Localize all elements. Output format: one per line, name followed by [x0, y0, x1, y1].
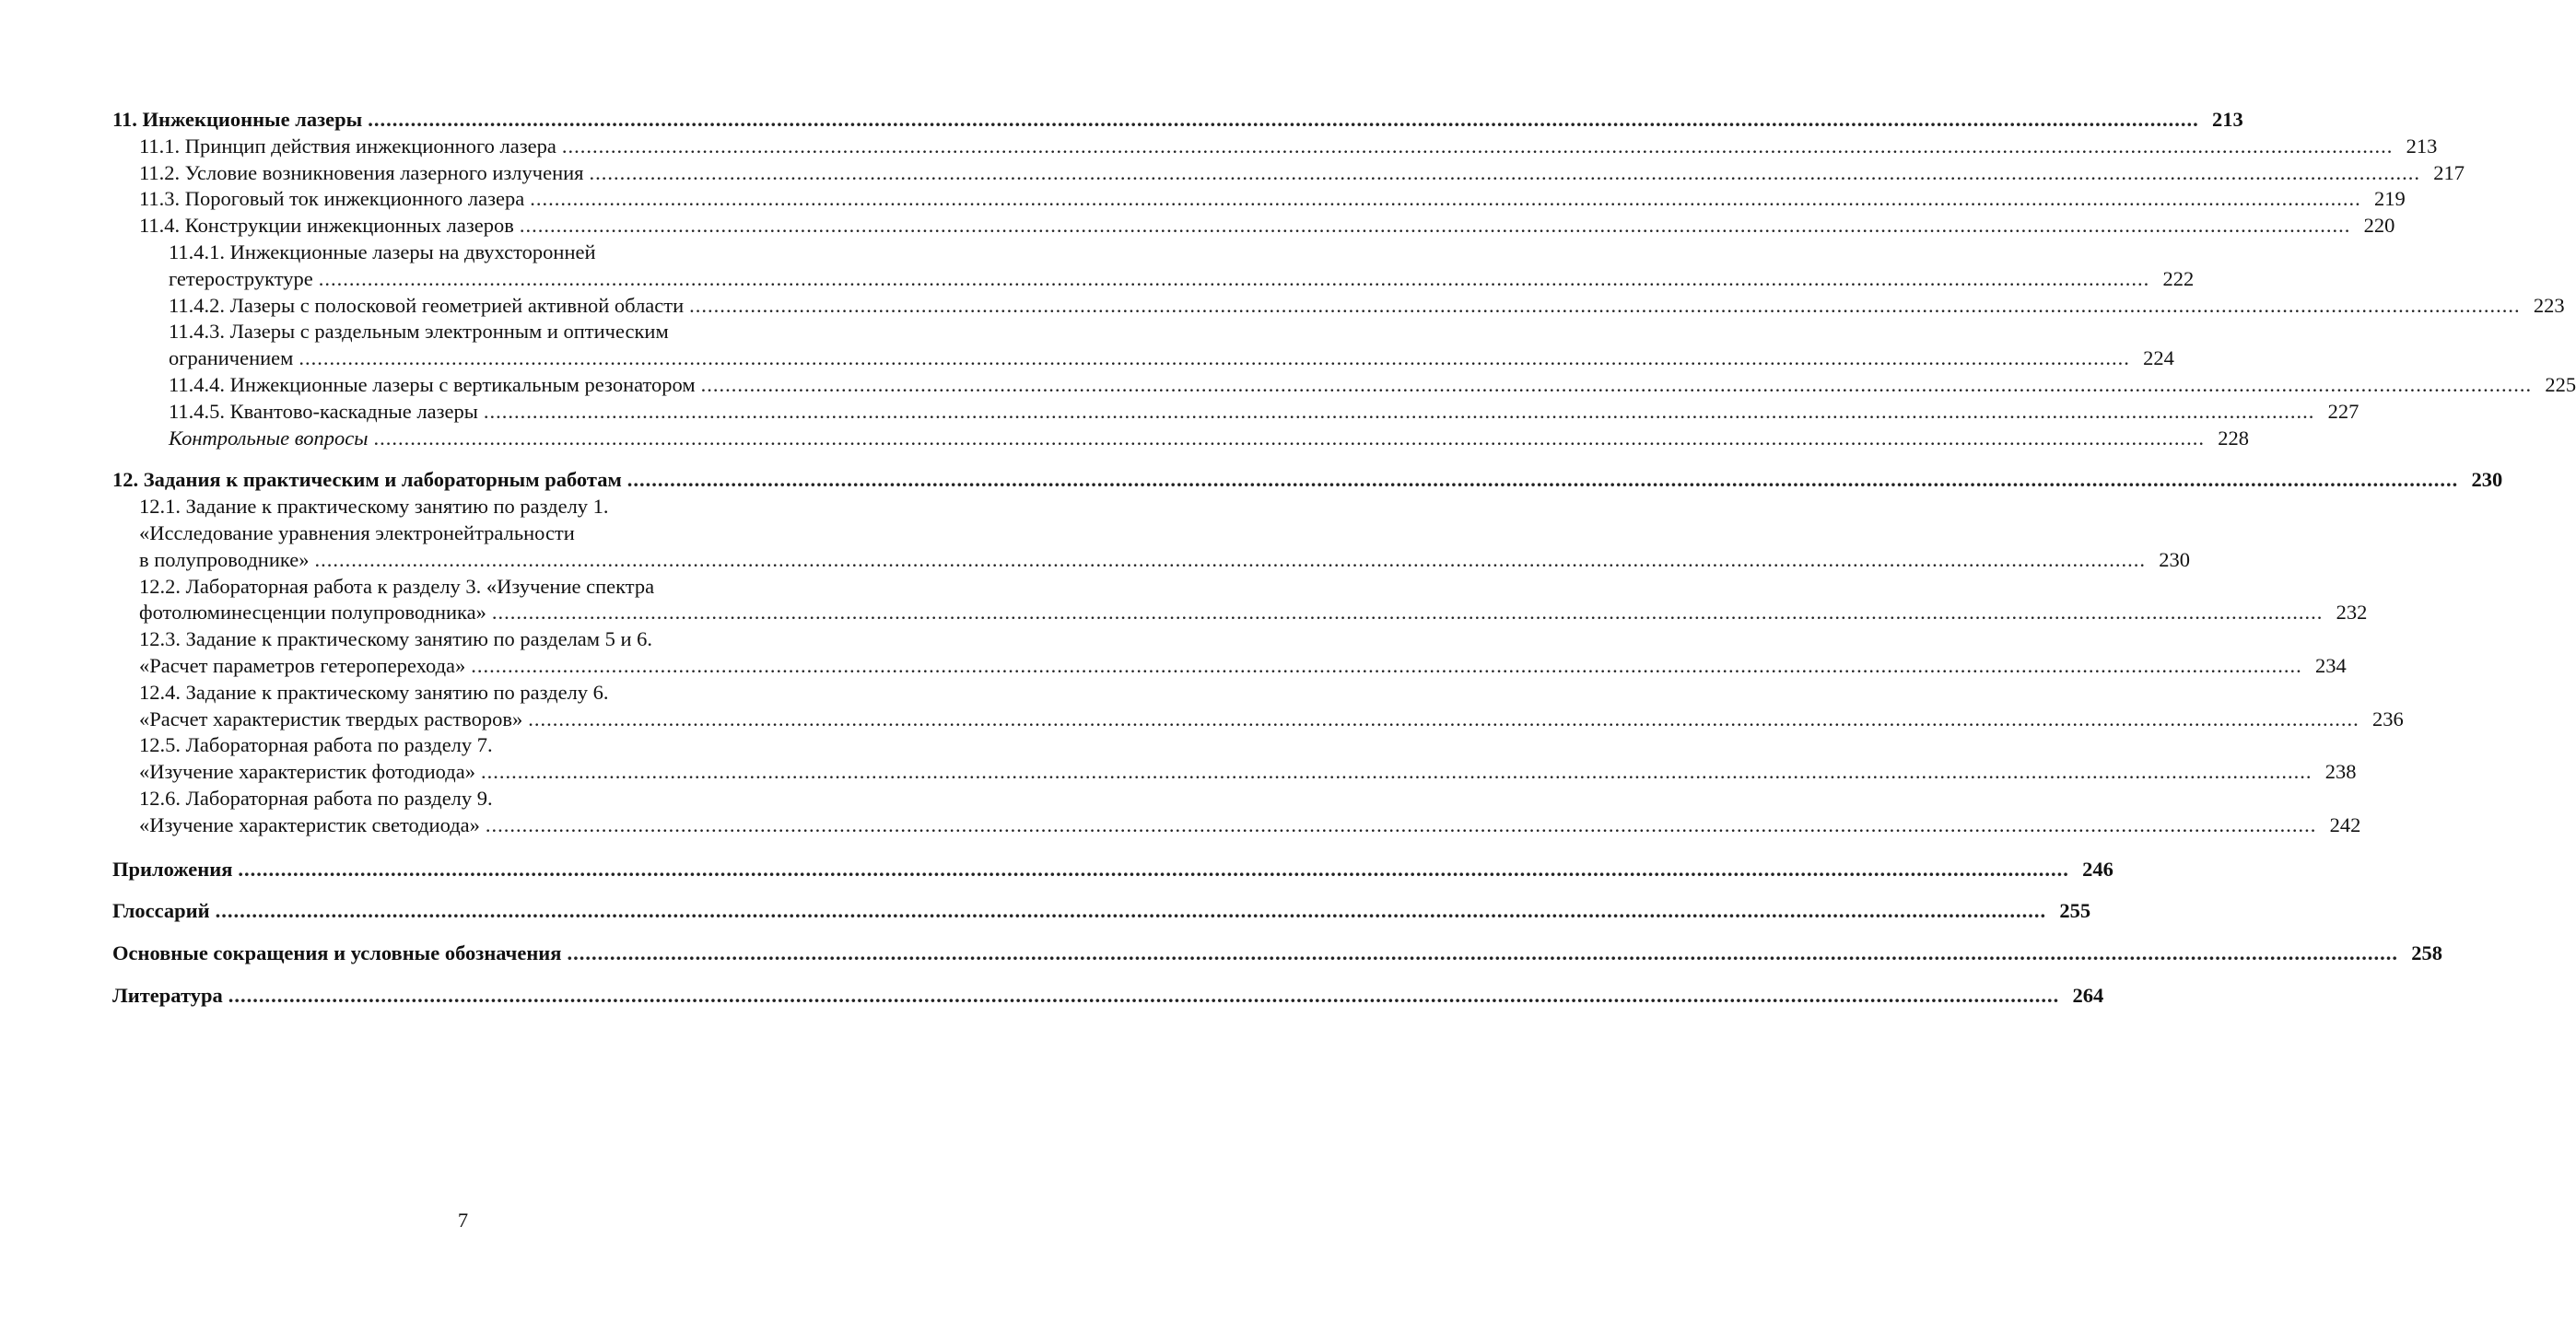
- toc-entry-title: фотолюминесценции полупроводника»: [139, 601, 486, 625]
- toc-entry-11-2[interactable]: [112, 160, 2465, 187]
- dot-leader: ............................................................................................................................................................................................................................................................................................................: [228, 983, 2060, 1007]
- toc-entry-page: 213: [2211, 108, 2243, 131]
- dot-leader: ............................................................................................................................................................................................................................................................................................................: [589, 160, 2421, 184]
- toc-entry-11-1[interactable]: [112, 134, 2438, 160]
- dot-leader: ............................................................................................................................................................................................................................................................................................................: [299, 346, 2130, 370]
- toc-entry-title: Контрольные вопросы: [169, 426, 369, 450]
- toc-entry-page: 224: [2143, 346, 2174, 370]
- dot-leader: ............................................................................................................................................................................................................................................................................................................: [700, 372, 2533, 396]
- toc-entry-page: 225: [2545, 372, 2576, 396]
- toc-entry-page: 217: [2433, 160, 2465, 184]
- toc-entry-page: 228: [2218, 426, 2249, 450]
- toc-entry-page: 230: [2159, 547, 2190, 571]
- toc-entry-12-4[interactable]: [112, 707, 2404, 733]
- toc-entry-12-4-line1: 12.4. Задание к практическому занятию по разделу 6.: [139, 680, 609, 704]
- toc-entry-12-2-line1: 12.2. Лабораторная работа к разделу 3. «Изучение спектра: [139, 574, 655, 598]
- dot-leader: ............................................................................................................................................................................................................................................................................................................: [561, 134, 2394, 158]
- dot-leader: ............................................................................................................................................................................................................................................................................................................: [483, 399, 2315, 423]
- toc-entry-title: «Изучение характеристик фотодиода»: [139, 760, 475, 784]
- toc-entry-chapter-12[interactable]: [112, 467, 2503, 494]
- toc-entry-title: 11.2. Условие возникновения лазерного излучения: [139, 160, 584, 184]
- toc-entry-page: 255: [2059, 899, 2091, 923]
- toc-entry-12-6-line1: 12.6. Лабораторная работа по разделу 9.: [139, 786, 493, 810]
- toc-entry-12-5-line1: 12.5. Лабораторная работа по разделу 7.: [139, 733, 493, 757]
- dot-leader: ............................................................................................................................................................................................................................................................................................................: [373, 426, 2205, 450]
- toc-entry-title: 11.3. Пороговый ток инжекционного лазера: [139, 187, 525, 211]
- toc-entry-page: 232: [2336, 601, 2368, 625]
- dot-leader: ............................................................................................................................................................................................................................................................................................................: [485, 812, 2317, 836]
- toc-entry-literature[interactable]: [112, 983, 2104, 1010]
- toc-entry-title: 11.4.2. Лазеры с полосковой геометрией активной области: [169, 293, 685, 317]
- spacer: [112, 967, 814, 983]
- toc-entry-title: в полупроводнике»: [139, 547, 310, 571]
- dot-leader: ............................................................................................................................................................................................................................................................................................................: [567, 941, 2398, 965]
- dot-leader: ............................................................................................................................................................................................................................................................................................................: [626, 468, 2459, 492]
- toc-entry-page: 234: [2315, 653, 2347, 677]
- toc-entry-11-3[interactable]: [112, 186, 2406, 213]
- toc-entry-page: 246: [2082, 857, 2113, 881]
- toc-entry-11-4-2[interactable]: [112, 293, 2565, 320]
- dot-leader: ............................................................................................................................................................................................................................................................................................................: [519, 214, 2351, 238]
- dot-leader: ............................................................................................................................................................................................................................................................................................................: [314, 547, 2146, 571]
- toc-entry-11-4-4[interactable]: [112, 372, 2576, 399]
- toc-entry-title: 11.4. Конструкции инжекционных лазеров: [139, 214, 514, 238]
- toc-entry-page: 264: [2072, 983, 2104, 1007]
- toc-entry-title: 11.4.4. Инжекционные лазеры с вертикальным резонатором: [169, 372, 696, 396]
- toc-entry-page: 227: [2327, 399, 2359, 423]
- toc-entry-12-6[interactable]: [112, 812, 2361, 839]
- dot-leader: ............................................................................................................................................................................................................................................................................................................: [238, 857, 2069, 881]
- toc-entry-12-3-line1: 12.3. Задание к практическому занятию по разделам 5 и 6.: [139, 627, 653, 651]
- dot-leader: ............................................................................................................................................................................................................................................................................................................: [215, 899, 2047, 923]
- toc-entry-page: 219: [2374, 187, 2406, 211]
- toc-entry-abbreviations[interactable]: [112, 941, 2442, 967]
- toc-entry-11-4-1-line1: 11.4.1. Инжекционные лазеры на двухсторонней: [169, 240, 596, 263]
- toc-entry-11-4-3[interactable]: [112, 345, 2174, 372]
- toc-entry-page: 242: [2329, 812, 2361, 836]
- dot-leader: ............................................................................................................................................................................................................................................................................................................: [530, 187, 2361, 211]
- dot-leader: ............................................................................................................................................................................................................................................................................................................: [368, 108, 2199, 131]
- toc-entry-page: 223: [2533, 293, 2565, 317]
- toc-entry-title: Глоссарий: [112, 899, 210, 923]
- toc-entry-page: 220: [2363, 214, 2395, 238]
- toc-entry-title: Литература: [112, 983, 223, 1007]
- toc-entry-appendix[interactable]: [112, 857, 2113, 883]
- toc-entry-11-4-3-line1: 11.4.3. Лазеры с раздельным электронным и оптическим: [169, 320, 669, 344]
- toc-entry-chapter-11[interactable]: [112, 107, 2243, 134]
- toc-entry-page: 230: [2471, 468, 2503, 492]
- toc-entry-11-4-1[interactable]: [112, 266, 2195, 293]
- toc-entry-12-3[interactable]: [112, 653, 2347, 680]
- page-number: 7: [457, 1209, 469, 1232]
- toc-entry-glossary[interactable]: [112, 898, 2091, 925]
- toc-entry-title: «Расчет параметров гетероперехода»: [139, 653, 466, 677]
- toc-entry-title: «Расчет характеристик твердых растворов»: [139, 707, 523, 730]
- toc-entry-title: «Изучение характеристик светодиода»: [139, 812, 480, 836]
- toc-entry-title: 12. Задания к практическим и лабораторным работам: [112, 468, 622, 492]
- dot-leader: ............................................................................................................................................................................................................................................................................................................: [318, 266, 2150, 290]
- toc-entry-12-2[interactable]: [112, 600, 2368, 626]
- toc-entry-page: 236: [2372, 707, 2404, 730]
- toc-entry-11-4[interactable]: [112, 213, 2395, 240]
- toc-entry-11-4-5[interactable]: [112, 399, 2359, 426]
- dot-leader: ............................................................................................................................................................................................................................................................................................................: [480, 760, 2313, 784]
- toc-entry-12-1[interactable]: [112, 547, 2190, 574]
- dot-leader: ............................................................................................................................................................................................................................................................................................................: [528, 707, 2359, 730]
- toc-entry-page: 238: [2324, 760, 2357, 784]
- toc-entry-title: 11.1. Принцип действия инжекционного лазера: [139, 134, 556, 158]
- dot-leader: ............................................................................................................................................................................................................................................................................................................: [689, 293, 2521, 317]
- dot-leader: ............................................................................................................................................................................................................................................................................................................: [471, 653, 2302, 677]
- spacer: [112, 925, 814, 941]
- toc-entry-page: 222: [2162, 266, 2195, 290]
- toc-entry-title: Приложения: [112, 857, 233, 881]
- toc-entry-title: 11. Инжекционные лазеры: [112, 108, 363, 131]
- toc-entry-title: гетероструктуре: [169, 266, 313, 290]
- toc-entry-12-1-line2: «Исследование уравнения электронейтральности: [139, 520, 575, 544]
- toc-entry-title: Основные сокращения и условные обозначения: [112, 941, 562, 965]
- toc-entry-title: 11.4.5. Квантово-каскадные лазеры: [169, 399, 478, 423]
- toc-entry-title: ограничением: [169, 346, 294, 370]
- toc-entry-12-1-line1: 12.1. Задание к практическому занятию по разделу 1.: [139, 495, 609, 519]
- dot-leader: ............................................................................................................................................................................................................................................................................................................: [491, 601, 2324, 625]
- spacer: [112, 451, 814, 467]
- toc-entry-12-5[interactable]: [112, 759, 2357, 786]
- table-of-contents: [112, 107, 2576, 1010]
- toc-entry-page: 213: [2406, 134, 2438, 158]
- toc-entry-page: 258: [2411, 941, 2442, 965]
- toc-entry-review-questions[interactable]: [112, 426, 2249, 452]
- spacer: [112, 882, 814, 898]
- spacer: [112, 839, 814, 857]
